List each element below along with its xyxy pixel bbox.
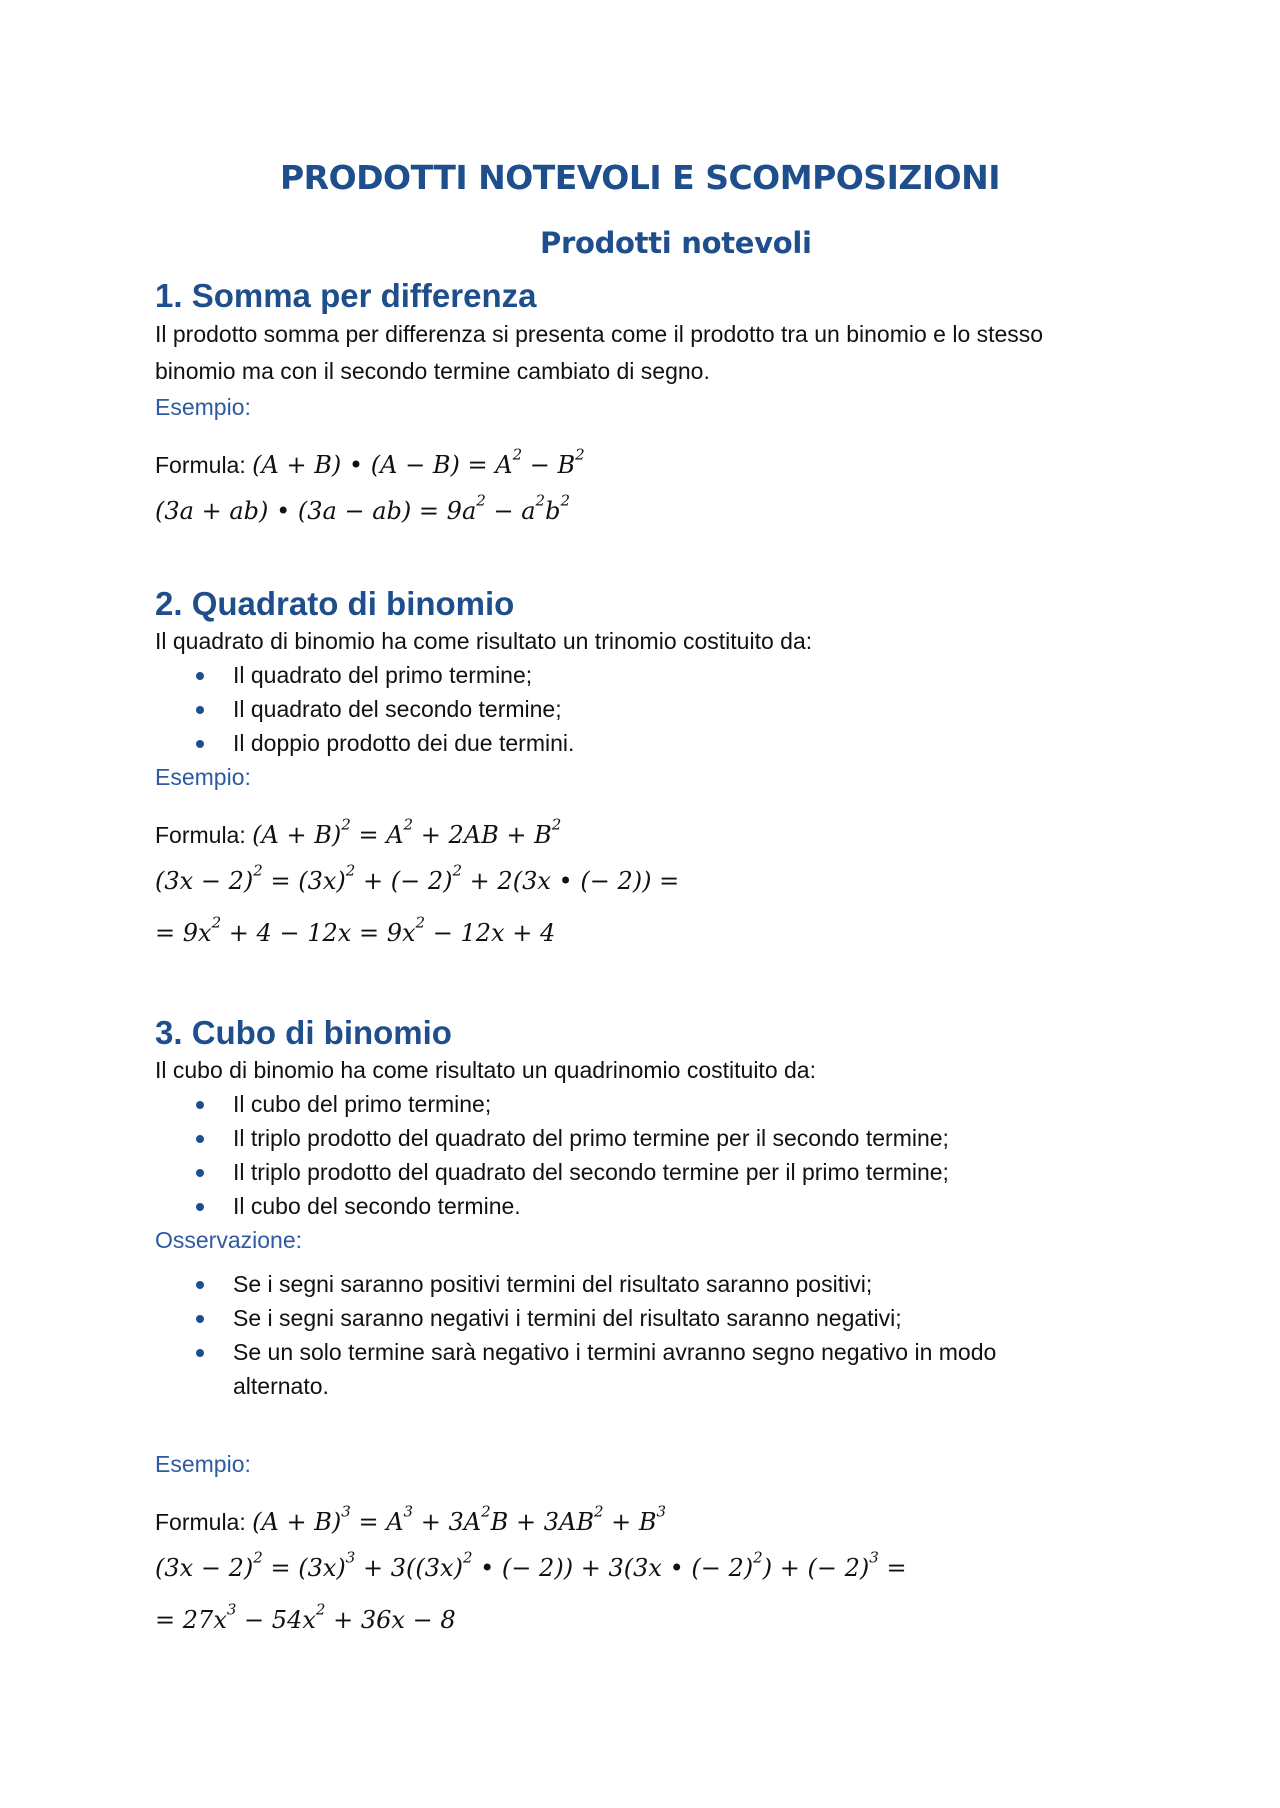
section-3-heading: 3. Cubo di binomio	[155, 1014, 452, 1051]
document-subtitle: Prodotti notevoli	[540, 226, 812, 260]
section-2-example-label: Esempio:	[155, 764, 251, 790]
list-item-text: Se i segni saranno negativi i termini del risultato saranno negativi;	[233, 1305, 902, 1331]
list-item	[155, 726, 1115, 760]
section-1-formula	[155, 445, 1115, 482]
list-item	[155, 1267, 1115, 1301]
list-item	[155, 1189, 1115, 1223]
bullet-icon	[196, 1169, 204, 1177]
section-3-observation-label: Osservazione:	[155, 1227, 303, 1253]
section-2-paragraph: Il quadrato di binomio ha come risultato un trinomio costituito da:	[155, 628, 813, 654]
list-item-text: Il doppio prodotto dei due termini.	[233, 730, 575, 756]
section-3-observation-list	[155, 1267, 1115, 1403]
section-1-heading: 1. Somma per differenza	[155, 277, 537, 314]
list-item	[155, 692, 1115, 726]
formula-label: Formula:	[155, 452, 246, 478]
list-item	[155, 1335, 1115, 1403]
bullet-icon	[196, 672, 204, 680]
formula-expression: $(A + B)^2 = A^2 + 2AB + B^2$	[252, 815, 562, 849]
bullet-icon	[196, 1349, 204, 1357]
section-3-list	[155, 1087, 1115, 1223]
bullet-icon	[196, 1281, 204, 1289]
list-item-text: Il quadrato del primo termine;	[233, 662, 533, 688]
list-item-text: Il cubo del secondo termine.	[233, 1193, 521, 1219]
bullet-icon	[196, 1101, 204, 1109]
list-item-text: Il triplo prodotto del quadrato del secondo termine per il primo termine;	[233, 1159, 949, 1185]
section-1-example-label: Esempio:	[155, 394, 251, 420]
formula-label: Formula:	[155, 1509, 246, 1535]
bullet-icon	[196, 1315, 204, 1323]
section-quadrato-di-binomio	[155, 584, 1115, 958]
list-item	[155, 1087, 1115, 1121]
list-item-text: Il triplo prodotto del quadrato del primo termine per il secondo termine;	[233, 1125, 949, 1151]
section-3-example-line-2: = $27x^3 - 54x^2 + 36x - 8$	[155, 1600, 456, 1634]
section-somma-per-differenza	[155, 276, 1115, 536]
section-2-example-line-2: = $9x^2 + 4 - 12x = 9x^2 - 12x + 4$	[155, 913, 556, 947]
section-2-list	[155, 658, 1115, 760]
section-3-example-label: Esempio:	[155, 1451, 251, 1477]
list-item	[155, 1155, 1115, 1189]
bullet-icon	[196, 1203, 204, 1211]
list-item-text: Se un solo termine sarà negativo i termini avranno segno negativo in modo alternato.	[233, 1339, 997, 1399]
list-item-text: Il cubo del primo termine;	[233, 1091, 492, 1117]
section-3-formula	[155, 1502, 1115, 1539]
bullet-icon	[196, 740, 204, 748]
formula-expression: (A + B) • $(A - B) = A^2 - B^2$	[252, 445, 585, 479]
formula-expression: $(A + B)^3 = A^3 + 3A^2B + 3AB^2 + B^3$	[252, 1502, 667, 1536]
list-item-text: Il quadrato del secondo termine;	[233, 696, 562, 722]
bullet-icon	[196, 706, 204, 714]
bullet-icon	[196, 1135, 204, 1143]
section-3-example-line-1: $(3x - 2)^2 = (3x)^3 + 3((3x)^2$ • (− 2)) + 3(3x • (− 2)$^2$) + (− 2)$^3$ =	[155, 1548, 907, 1582]
section-2-heading: 2. Quadrato di binomio	[155, 585, 515, 622]
list-item	[155, 1121, 1115, 1155]
section-1-example-expression: (3a + ab) • $(3a - ab) = 9a^2 - a^2b^2$	[155, 491, 570, 525]
list-item-text: Se i segni saranno positivi termini del risultato saranno positivi;	[233, 1271, 873, 1297]
section-cubo-di-binomio	[155, 1013, 1115, 1645]
list-item	[155, 1301, 1115, 1335]
document-title: PRODOTTI NOTEVOLI E SCOMPOSIZIONI	[279, 158, 1001, 197]
section-2-formula	[155, 815, 1115, 852]
section-1-paragraph: Il prodotto somma per differenza si presenta come il prodotto tra un binomio e lo stesso binomio ma con il secondo termine cambiato di segno.	[155, 321, 1044, 384]
section-3-paragraph: Il cubo di binomio ha come risultato un quadrinomio costituito da:	[155, 1057, 816, 1083]
section-2-example-line-1: $(3x - 2)^2 = (3x)^2$ + (− 2)$^2$ + 2(3x • (− 2)) =	[155, 861, 680, 895]
formula-label: Formula:	[155, 822, 246, 848]
list-item	[155, 658, 1115, 692]
